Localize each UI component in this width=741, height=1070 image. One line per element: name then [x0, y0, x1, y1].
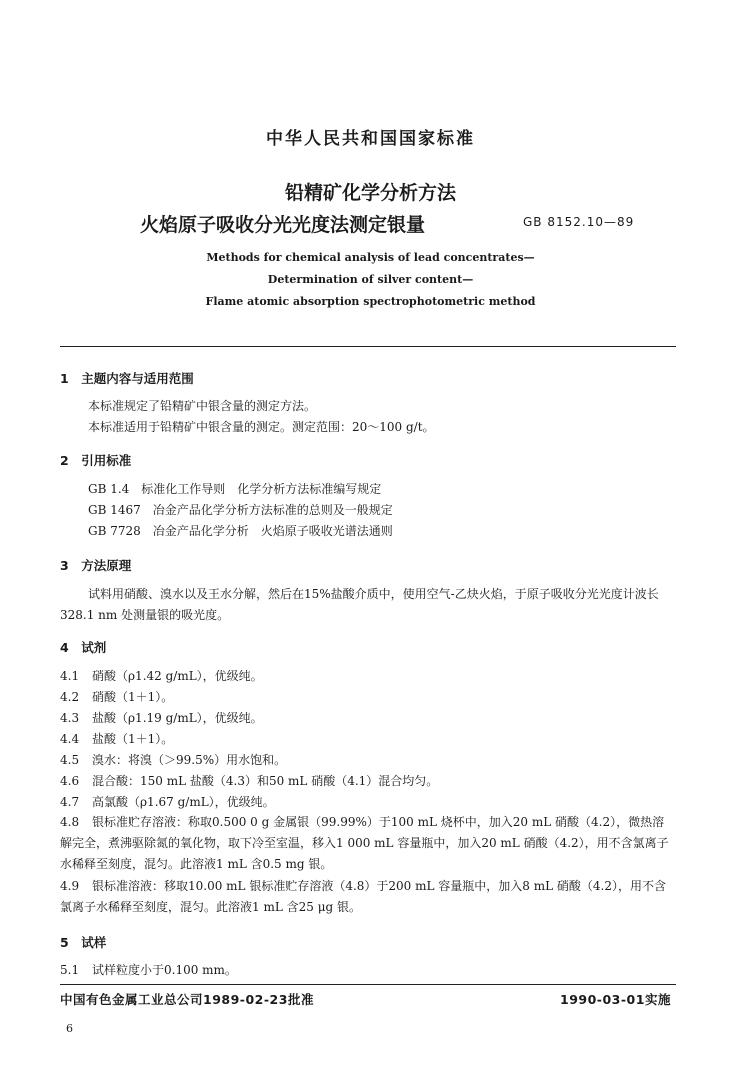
reagent-text: 高氯酸（ρ1.67 g/mL），优级纯。 — [92, 795, 275, 809]
footer-divider — [60, 984, 676, 985]
reagent-item — [60, 774, 438, 788]
section-3-title: 3 方法原理 — [60, 558, 132, 573]
document-title-line1: 铅精矿化学分析方法 — [284, 182, 456, 204]
reagent-number: 4.3 — [60, 711, 80, 725]
reagent-number: 4.5 — [60, 753, 80, 767]
reagent-item — [60, 812, 674, 875]
section-4-title: 4 试剂 — [60, 640, 107, 655]
reagent-item — [60, 690, 173, 704]
implementation-date: 1990-03-01实施 — [560, 992, 671, 1007]
english-title-line3: Flame atomic absorption spectrophotometric method — [205, 295, 536, 308]
reagent-text: 溴水：将溴（＞99.5%）用水饱和。 — [92, 753, 287, 767]
section-1-paragraph-1: 本标准规定了铅精矿中银含量的测定方法。 — [88, 399, 317, 413]
section-5-title: 5 试样 — [60, 935, 107, 950]
reagent-item — [60, 711, 263, 725]
reagent-number: 4.8 — [60, 815, 80, 829]
english-title-line1: Methods for chemical analysis of lead concentrates— — [206, 251, 535, 264]
section-1-paragraph-2: 本标准适用于铅精矿中银含量的测定。测定范围：20～100 g/t。 — [88, 420, 435, 434]
sample-item — [60, 963, 237, 977]
national-standard-heading: 中华人民共和国国家标准 — [266, 129, 475, 149]
reagent-text: 银标准贮存溶液：称取0.500 0 g 金属银（99.99%）于100 mL 烧杯中，加入20 mL 硝酸（4.2），微热溶解完全，煮沸驱除氮的氧化物，取下冷至室温，移入1 000 mL 容量瓶中，加入20 mL 硝酸（4.2），用不含氯离子水稀释至刻度，混匀。此溶液1 mL 含0.5 mg 银。 — [60, 815, 669, 871]
sample-text: 试样粒度小于0.100 mm。 — [92, 963, 237, 977]
english-title-line2: Determination of silver content— — [267, 273, 474, 286]
approval-statement: 中国有色金属工业总公司1989-02-23批准 — [60, 992, 314, 1007]
reagent-item — [60, 876, 674, 918]
reagent-number: 4.7 — [60, 795, 80, 809]
section-3-paragraph: 试料用硝酸、溴水以及王水分解，然后在15%盐酸介质中，使用空气-乙炔火焰，于原子吸收分光光度计波长328.1 nm 处测量银的吸光度。 — [60, 587, 659, 622]
reagent-text: 硝酸（ρ1.42 g/mL），优级纯。 — [92, 669, 263, 683]
header-divider — [60, 346, 676, 347]
reagent-number: 4.1 — [60, 669, 80, 683]
reagent-item — [60, 795, 275, 809]
reagent-number: 4.9 — [60, 879, 80, 893]
section-1-title: 1 主题内容与适用范围 — [60, 371, 194, 386]
section-2-title: 2 引用标准 — [60, 453, 132, 468]
document-title-line2: 火焰原子吸收分光光度法测定银量 — [140, 214, 426, 236]
sample-number: 5.1 — [60, 963, 80, 977]
reagent-number: 4.6 — [60, 774, 80, 788]
reagent-item — [60, 753, 286, 767]
reagent-item — [60, 732, 173, 746]
reagent-text: 混合酸：150 mL 盐酸（4.3）和50 mL 硝酸（4.1）混合均匀。 — [92, 774, 439, 788]
standard-code: GB 8152.10—89 — [523, 215, 635, 229]
reagent-text: 银标准溶液：移取10.00 mL 银标准贮存溶液（4.8）于200 mL 容量瓶中，加入8 mL 硝酸（4.2），用不含氯离子水稀释至刻度，混匀。此溶液1 mL 含25 μg 银。 — [60, 879, 666, 914]
reagent-text: 硝酸（1＋1）。 — [92, 690, 174, 704]
reagent-number: 4.4 — [60, 732, 80, 746]
reference-standard-1: GB 1.4 标准化工作导则 化学分析方法标准编写规定 — [88, 482, 382, 496]
page-number: 6 — [66, 1022, 73, 1035]
reagent-text: 盐酸（1＋1）。 — [92, 732, 174, 746]
reagent-item — [60, 669, 263, 683]
reagent-number: 4.2 — [60, 690, 80, 704]
reference-standard-2: GB 1467 冶金产品化学分析方法标准的总则及一般规定 — [88, 503, 393, 517]
reagent-text: 盐酸（ρ1.19 g/mL），优级纯。 — [92, 711, 263, 725]
reference-standard-3: GB 7728 冶金产品化学分析 火焰原子吸收光谱法通则 — [88, 524, 393, 538]
